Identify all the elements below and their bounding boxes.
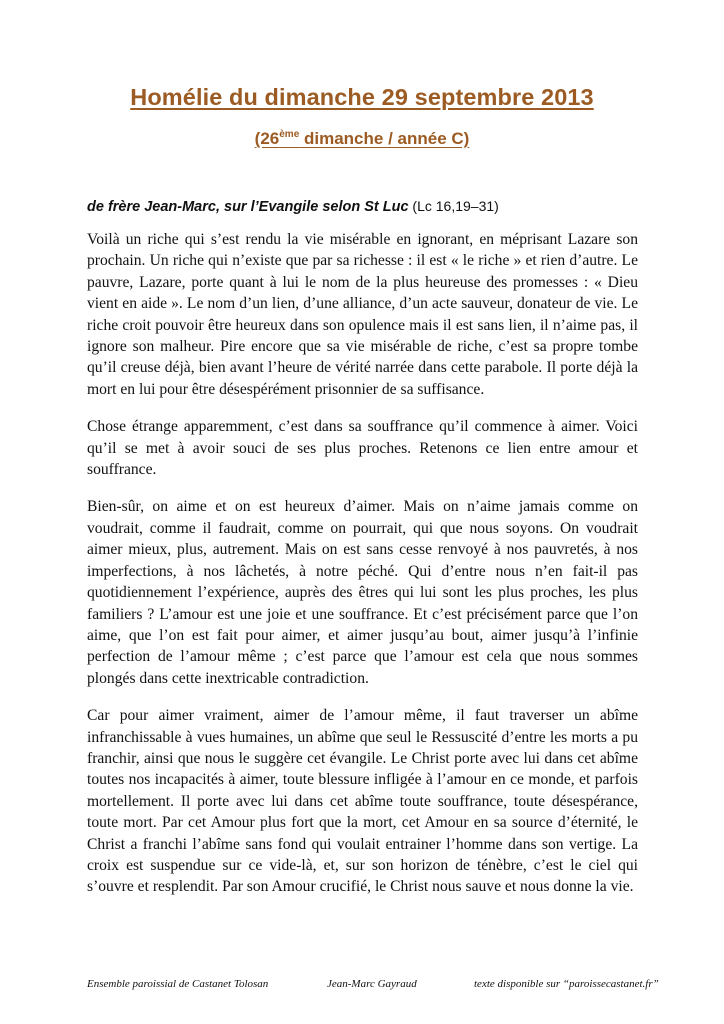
homily-body	[87, 229, 638, 914]
paragraph-2: Chose étrange apparemment, c’est dans sa souffrance qu’il commence à aimer. Voici qu’il se met à avoir souci de ses plus proches. Retenons ce lien entre amour et souffrance.	[87, 418, 638, 479]
page-title: Homélie du dimanche 29 septembre 2013	[130, 84, 594, 110]
footer-parish: Ensemble paroissial de Castanet Tolosan	[87, 978, 269, 990]
subtitle-superscript: ème	[279, 129, 300, 140]
subtitle-prefix: (26	[254, 129, 280, 148]
paragraph-4: Car pour aimer vraiment, aimer de l’amour même, il faut traverser un abîme infranchissable à vues humaines, un abîme que seul le Ressuscité d’entre les morts a pu franchir, ainsi que nous le suggère cet évangile. Le Christ porte avec lui dans cet abîme toutes nos incapacités à aimer, toute blessure infligée à l’amour en ce monde, et parfois mortellement. Il porte avec lui dans cet abîme toute souffrance, toute désespérance, toute mort. Par cet Amour plus fort que la mort, cet Amour en sa source d’éternité, le Christ a franchi l’abîme sans fond qui voulait entrainer l’homme dans son vertige. La croix est suspendue sur ce vide-là, et, sur son horizon de ténèbre, c’est le ciel qui s’ouvre et resplendit. Par son Amour crucifié, le Christ nous sauve et nous donne la vie.	[87, 707, 638, 896]
author-attribution: de frère Jean-Marc, sur l’Evangile selon St Luc	[87, 199, 409, 215]
subtitle-suffix: dimanche / année C)	[299, 129, 470, 148]
page-subtitle	[0, 129, 724, 149]
author-line	[87, 198, 499, 216]
footer-author: Jean-Marc Gayraud	[327, 978, 417, 990]
paragraph-1: Voilà un riche qui s’est rendu la vie misérable en ignorant, en méprisant Lazare son prochain. Un riche qui n’existe que par sa richesse : il est « le riche » et rien d’autre. Le pauvre, Lazare, porte quant à lui le nom de la plus heureuse des promesses : « Dieu vient en aide ». Le nom d’un lien, d’une alliance, d’un acte sauveur, donateur de vie. Le riche croit pouvoir être heureux dans son opulence mais il est sans lien, il n’aime pas, il ignore son malheur. Pire encore que sa vie misérable de riche, c’est sa propre tombe qu’il creuse déjà, bien avant l’heure de vérité narrée dans cette parabole. Il porte déjà la mort en lui pour être désespérément prisonnier de sa suffisance.	[87, 231, 638, 398]
paragraph-3: Bien-sûr, on aime et on est heureux d’aimer. Mais on n’aime jamais comme on voudrait, comme il faudrait, comme on pourrait, qui que nous soyons. On voudrait aimer mieux, plus, autrement. Mais on est sans cesse renvoyé à nos pauvretés, à nos imperfections, à nos lâchetés, à notre péché. Qui d’entre nous n’en fait-il pas quotidiennement l’expérience, auprès des êtres qui lui sont les plus proches, les plus familiers ? L’amour est une joie et une souffrance. Et c’est précisément parce que l’on aime, que l’on est fait pour aimer, et aimer jusqu’au bout, aimer jusqu’à l’infinie perfection de l’amour même ; c’est parce que l’amour est cela que nous sommes plongés dans cette inextricable contradiction.	[87, 498, 638, 687]
scripture-reference: (Lc 16,19–31)	[408, 198, 499, 214]
footer-source: texte disponible sur “paroissecastanet.fr”	[474, 978, 659, 990]
